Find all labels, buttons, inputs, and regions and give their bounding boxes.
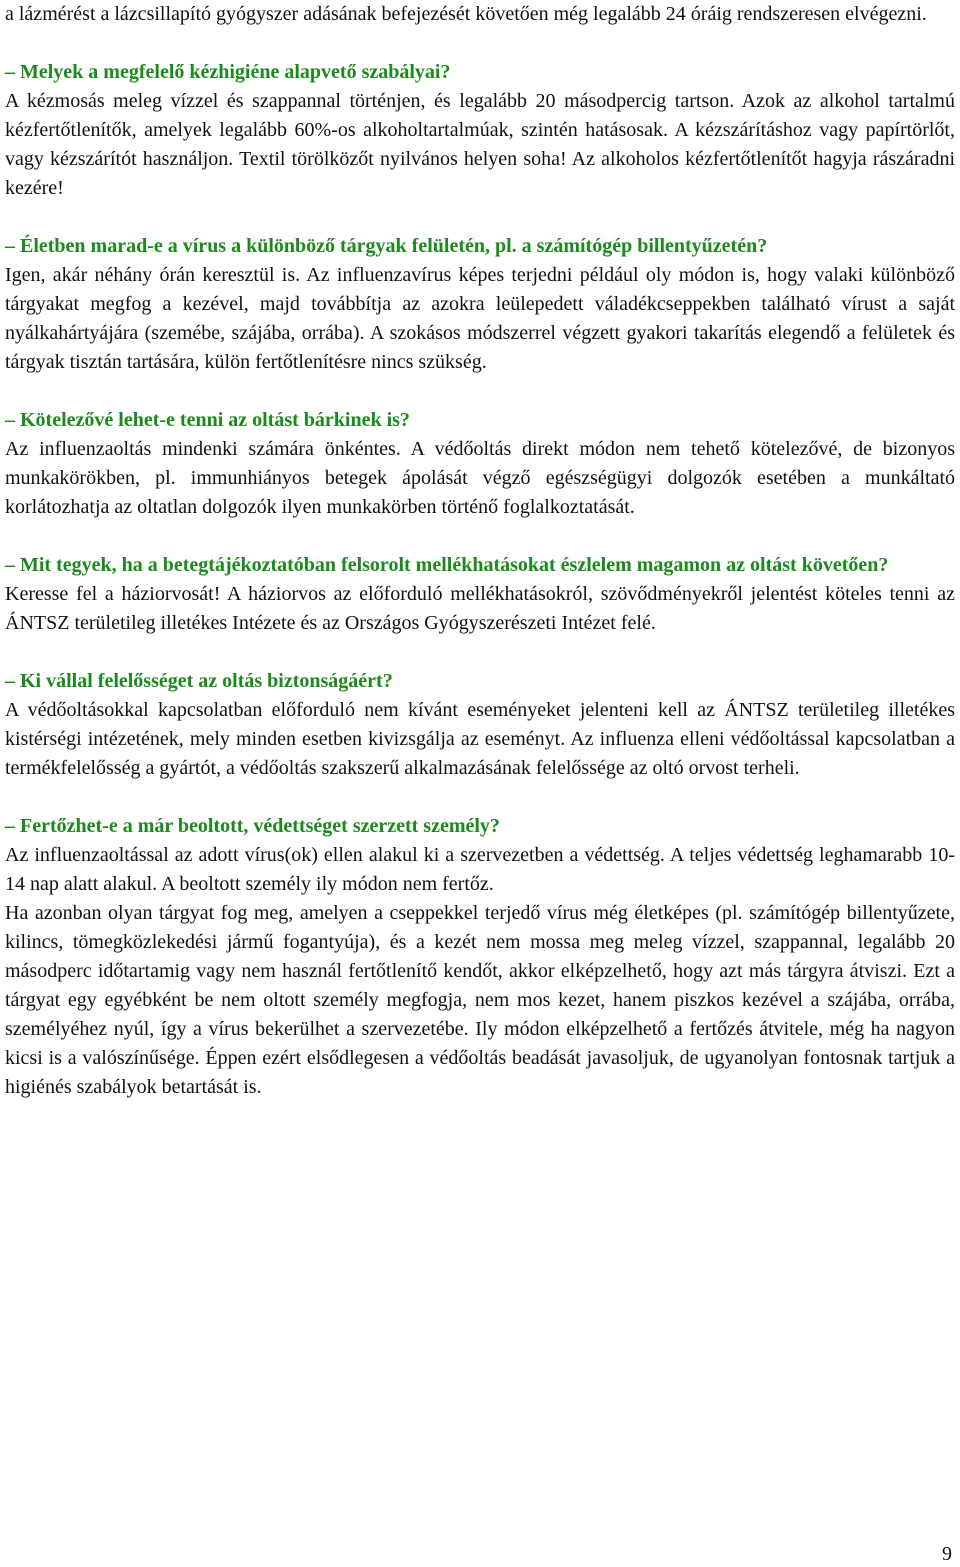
page-number: 9 xyxy=(942,1543,952,1565)
spacer xyxy=(5,377,955,406)
spacer xyxy=(5,522,955,551)
answer-paragraph-responsibility: A védőoltásokkal kapcsolatban előforduló nem kívánt eseményeket jelenteni kell az ÁNTSZ területileg illetékes kistérségi intézetének, mely minden esetben kivizsgálja az eseményt. Az influenza elleni védőoltással kapcsolatban a termékfelelősség a gyártót, a védőoltás szakszerű alkalmazásának felelőssége az oltó orvost terheli. xyxy=(5,699,955,779)
intro-paragraph: a lázmérést a lázcsillapító gyógyszer adásának befejezését követően még legalább 24 óráig rendszeresen elvégezni. xyxy=(5,3,927,25)
spacer xyxy=(5,783,955,812)
spacer xyxy=(5,203,955,232)
answer-paragraph-mandatory-vaccination: Az influenzaoltás mindenki számára önkéntes. A védőoltás direkt módon nem tehető kötelezővé, de bizonyos munkakörökben, pl. immunhiányos betegek ápolását végző egészségügyi dolgozók esetében a munkáltató korlátozhatja az oltatlan dolgozók ilyen munkakörben történő foglalkoztatását. xyxy=(5,438,955,518)
answer-paragraph-vaccinated-infection: Az influenzaoltással az adott vírus(ok) ellen alakul ki a szervezetben a védettség. A teljes védettség leghamarabb 10-14 nap alatt alakul. A beoltott személy ily módon nem fertőz. xyxy=(5,844,955,895)
answer-paragraph-vaccinated-infection-continued: Ha azonban olyan tárgyat fog meg, amelyen a cseppekkel terjedő vírus még életképes (pl. számítógép billentyűzete, kilincs, tömegközlekedési jármű fogantyúja), és a kezét nem mossa meg meleg vízzel, szappannal, legalább 20 másodperc időtartamig vagy nem használ fertőtlenítő kendőt, akkor elképzelhető, hogy azt más tárgyra átviszi. Ezt a tárgyat egy egyébként be nem oltott személy megfogja, nem mos kezet, hanem piszkos kezével a szájába, orrába, személyéhez nyúl, így a vírus bekerülhet a szervezetébe. Ily módon elképzelhető a fertőzés átvitele, még ha nagyon kicsi is a valószínűsége. Éppen ezért elsődlegesen a védőoltás beadását javasoljuk, de ugyanolyan fontosnak tartjuk a higiénés szabályok betartását is. xyxy=(5,902,955,1098)
spacer xyxy=(5,29,955,58)
answer-paragraph-side-effects: Keresse fel a háziorvosát! A háziorvos az előforduló mellékhatásokról, szövődményekről jelentést köteles tenni az ÁNTSZ területileg illetékes Intézete és az Országos Gyógyszerészeti Intézet felé. xyxy=(5,583,955,634)
question-heading-virus-survival: – Életben marad-e a vírus a különböző tárgyak felületén, pl. a számítógép billentyűzetén? xyxy=(5,235,768,257)
question-heading-responsibility: – Ki vállal felelősséget az oltás biztonságáért? xyxy=(5,670,393,692)
question-heading-mandatory-vaccination: – Kötelezővé lehet-e tenni az oltást bárkinek is? xyxy=(5,409,410,431)
answer-paragraph-virus-survival: Igen, akár néhány órán keresztül is. Az influenzavírus képes terjedni például oly módon is, hogy valaki különböző tárgyakat megfog a kezével, majd továbbítja az azokra leülepedett váladékcseppekben található vírust a saját nyálkahártyájára (szemébe, szájába, orrába). A szokásos módszerrel végzett gyakori takarítás elegendő a felületek és tárgyak tisztán tartására, külön fertőtlenítésre nincs szükség. xyxy=(5,264,955,373)
answer-paragraph-hand-hygiene: A kézmosás meleg vízzel és szappannal történjen, és legalább 20 másodpercig tartson. Azok az alkohol tartalmú kézfertőtlenítők, amelyek legalább 60%-os alkoholtartalmúak, szintén hatásosak. A kézszárításhoz vagy papírtörlőt, vagy kézszárítót használjon. Textil törölközőt nyilvános helyen soha! Az alkoholos kézfertőtlenítőt hagyja rászáradni kezére! xyxy=(5,90,955,199)
question-heading-hand-hygiene: – Melyek a megfelelő kézhigiéne alapvető szabályai? xyxy=(5,61,451,83)
document-page xyxy=(5,0,955,1102)
question-heading-side-effects: – Mit tegyek, ha a betegtájékoztatóban felsorolt mellékhatásokat észlelem magamon az oltást követően? xyxy=(5,554,889,576)
question-heading-vaccinated-infection: – Fertőzhet-e a már beoltott, védettséget szerzett személy? xyxy=(5,815,500,837)
spacer xyxy=(5,638,955,667)
